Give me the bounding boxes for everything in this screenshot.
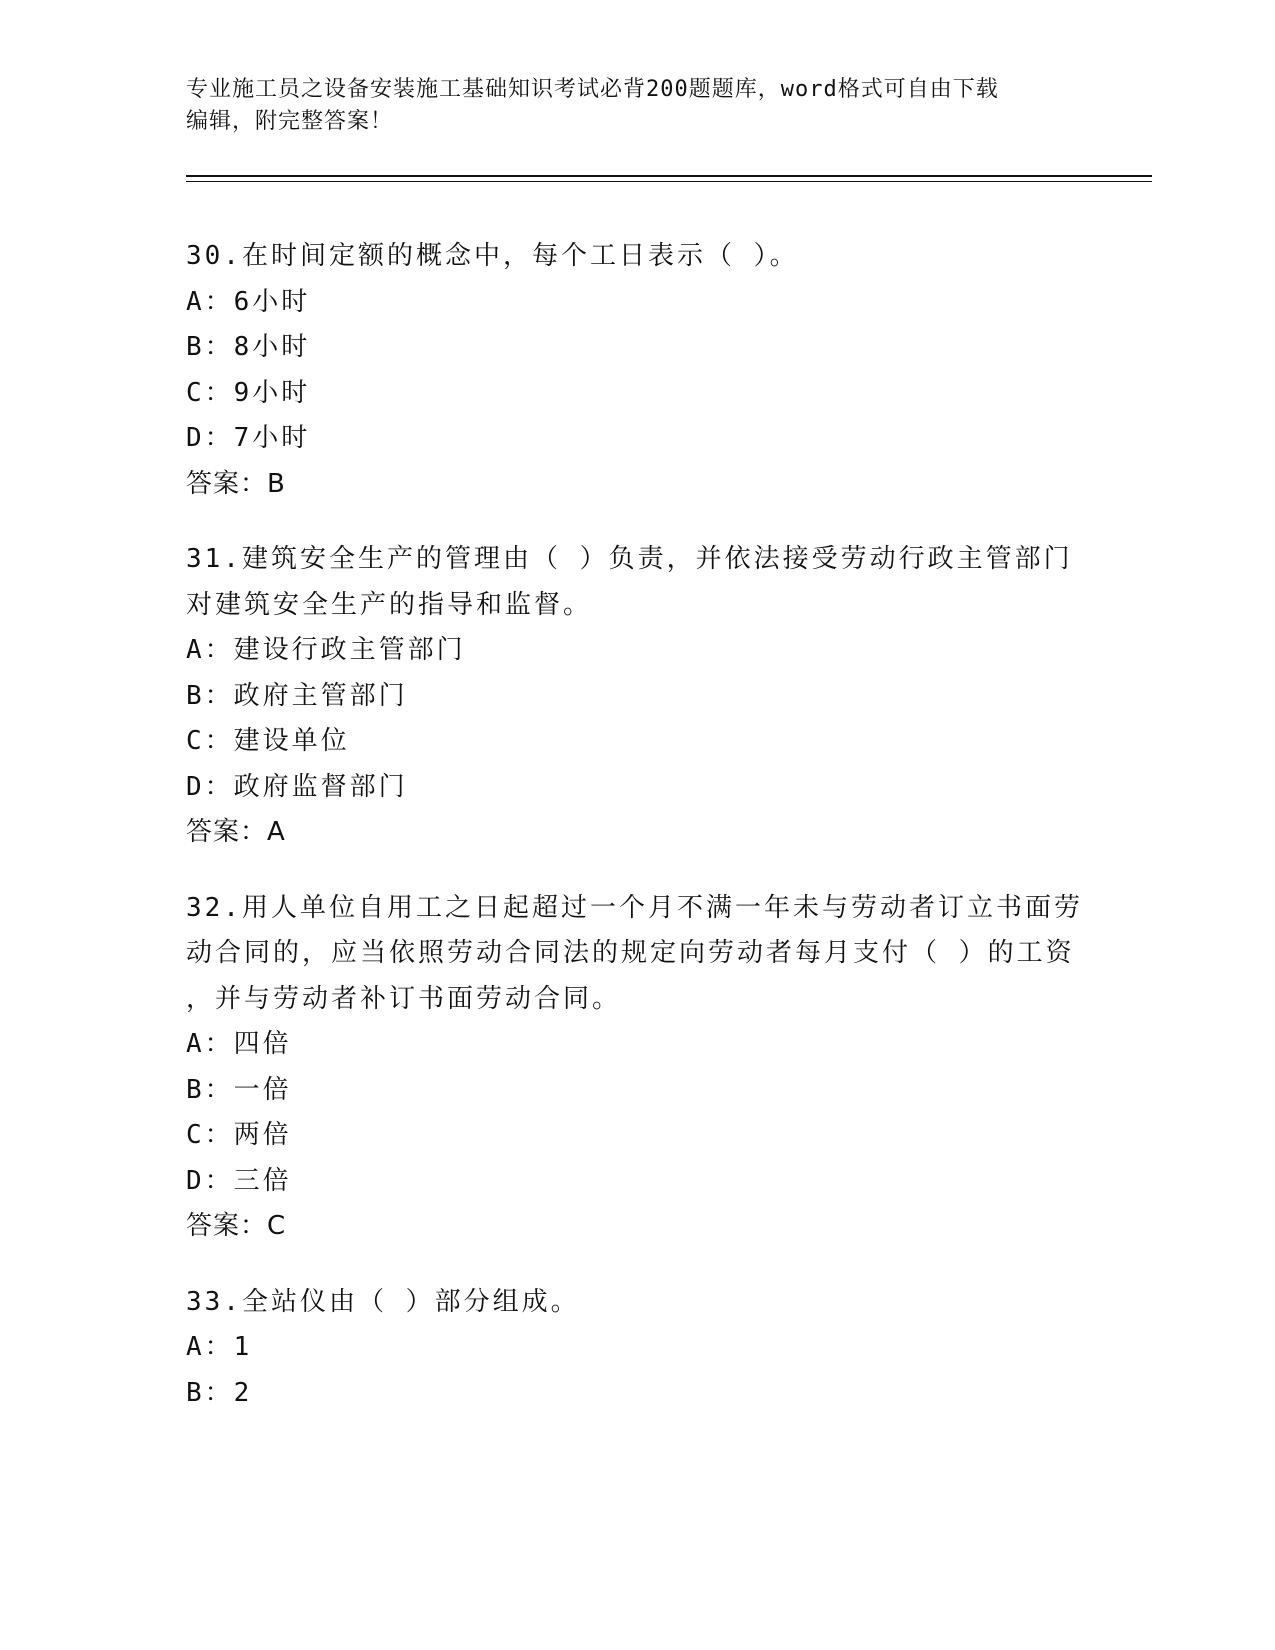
question-stem-continued: 对建筑安全生产的指导和监督。 <box>186 589 593 620</box>
option-b: B：8小时 <box>186 332 311 362</box>
question-stem-continued: ，并与劳动者补订书面劳动合同。 <box>186 983 622 1014</box>
option-a: A：四倍 <box>186 1029 292 1059</box>
question-stem: 31.建筑安全生产的管理由（ ）负责，并依法接受劳动行政主管部门 <box>186 544 1073 574</box>
option-d: D：政府监督部门 <box>186 771 408 802</box>
header-divider-thin <box>186 181 1152 182</box>
document-header <box>186 74 1086 138</box>
question-stem: 30.在时间定额的概念中，每个工日表示（ ）。 <box>186 241 799 271</box>
option-c: C：建设单位 <box>186 726 350 756</box>
question-item <box>186 234 1086 507</box>
question-stem: 33.全站仪由（ ）部分组成。 <box>186 1286 580 1317</box>
option-c: C：9小时 <box>186 377 311 408</box>
option-d: D：7小时 <box>186 423 311 453</box>
option-d: D：三倍 <box>186 1165 292 1196</box>
option-c: C：两倍 <box>186 1120 292 1150</box>
header-line-1: 专业施工员之设备安装施工基础知识考试必背200题题库，word格式可自由下载 <box>186 77 999 102</box>
answer-line: 答案：A <box>186 817 286 847</box>
answer-line: 答案：B <box>186 468 286 499</box>
option-b: B：政府主管部门 <box>186 680 408 711</box>
question-stem-continued: 动合同的，应当依照劳动合同法的规定向劳动者每月支付（ ）的工资 <box>186 938 1075 968</box>
question-stem: 32.用人单位自用工之日起超过一个月不满一年未与劳动者订立书面劳 <box>186 892 1083 923</box>
option-a: A：建设行政主管部门 <box>186 635 466 665</box>
option-a: A：6小时 <box>186 286 311 317</box>
question-item <box>186 537 1086 856</box>
answer-line: 答案：C <box>186 1211 287 1241</box>
option-b: B：2 <box>186 1377 253 1408</box>
header-line-2: 编辑，附完整答案！ <box>186 109 394 134</box>
question-list <box>186 234 1086 1446</box>
option-a: A：1 <box>186 1332 253 1362</box>
header-divider-thick <box>186 175 1152 177</box>
question-item <box>186 886 1086 1250</box>
question-item <box>186 1280 1086 1417</box>
option-b: B：一倍 <box>186 1074 292 1105</box>
